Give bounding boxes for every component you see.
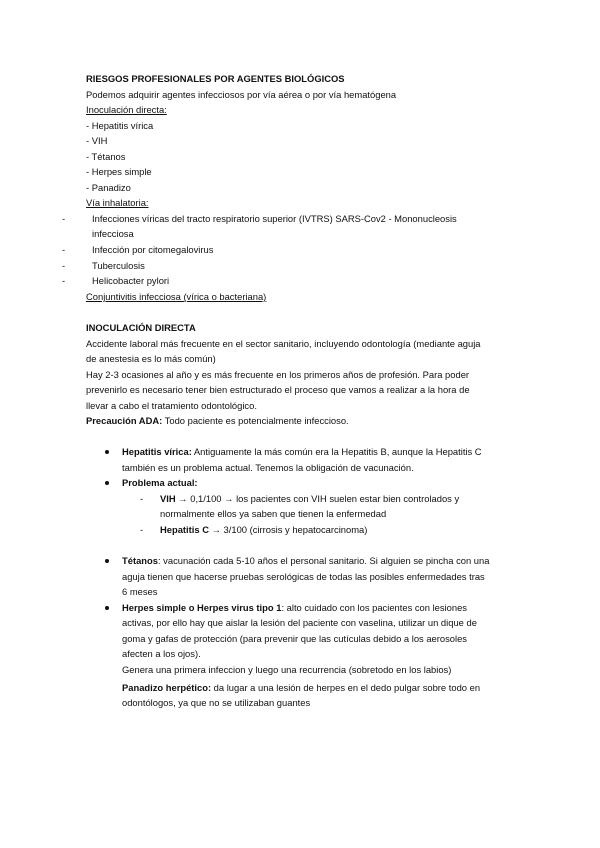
dash-marker: - (62, 275, 66, 286)
hepc-text: → 3/100 (cirrosis y hepatocarcinoma) (208, 524, 368, 535)
precaucion-text: Todo paciente es potencialmente infeccioso. (162, 415, 349, 426)
tetanos-text: : vacunación cada 5-10 años el personal sanitario. Si alguien se pincha con una (157, 555, 490, 566)
section-heading: INOCULACIÓN DIRECTA (86, 322, 196, 333)
bullet-icon (105, 606, 109, 610)
herpes-line (122, 602, 467, 614)
tetanos-line-3: 6 meses (122, 586, 158, 597)
dash-marker: - (140, 493, 144, 504)
tetanos-label: Tétanos (122, 555, 158, 566)
herpes-label: Herpes simple o Herpes virus tipo 1 (122, 602, 282, 613)
herpes-line-2: activas, por ello hay que aislar la lesión del paciente con vaselina, utilizar un dique de (122, 617, 477, 628)
hepatitis-label: Hepatitis vírica: (122, 446, 192, 457)
vih-line (160, 493, 459, 505)
vih-line-2: normalmente ellos ya saben que tienen la enfermedad (160, 508, 387, 519)
list-item-continuation: infecciosa (92, 228, 134, 239)
hepatitis-line (122, 446, 482, 458)
paragraph-line: prevenirlo es necesario tener bien estructurado el proceso que vamos a realizar a la hora de (86, 384, 470, 395)
vih-text: → 0,1/100 → los pacientes con VIH suelen estar bien controlados y (175, 493, 460, 504)
precaucion-label: Precaución ADA: (86, 415, 163, 426)
conjuntivitis-heading: Conjuntivitis infecciosa (vírica o bacteriana) (86, 291, 267, 302)
hepatitis-line-2: también es un problema actual. Tenemos la obligación de vacunación. (122, 462, 414, 473)
inoculacion-heading: Inoculación directa: (86, 104, 167, 115)
list-item: - Herpes simple (86, 166, 152, 177)
list-item: - Panadizo (86, 182, 131, 193)
paragraph-line: de anestesia es lo más común) (86, 353, 216, 364)
list-item: - Tétanos (86, 151, 126, 162)
panadizo-text: da lugar a una lesión de herpes en el dedo pulgar sobre todo en (211, 682, 481, 693)
tetanos-line-2: aguja tienen que hacerse pruebas serológicas de todas las posibles enfermedades tras (122, 571, 485, 582)
list-item: Helicobacter pylori (92, 275, 170, 286)
panadizo-label: Panadizo herpético: (122, 682, 212, 693)
herpes-line-4: afecten a los ojos). (122, 648, 201, 659)
problema-label: Problema actual: (122, 477, 198, 488)
dash-marker: - (62, 260, 66, 271)
intro-text: Podemos adquirir agentes infecciosos por vía aérea o por vía hematógena (86, 89, 397, 100)
herpes-text: : alto cuidado con los pacientes con lesiones (281, 602, 467, 613)
tetanos-line (122, 555, 489, 567)
hepc-line (160, 524, 367, 536)
bullet-icon (105, 481, 109, 485)
list-item: - Hepatitis vírica (86, 120, 154, 131)
paragraph-line: Accidente laboral más frecuente en el sector sanitario, incluyendo odontología (mediante aguja (86, 338, 481, 349)
list-item: - VIH (86, 135, 108, 146)
list-item: Infección por citomegalovirus (92, 244, 214, 255)
herpes-line-3: goma y gafas de protección (para prevenir que las cutículas debido a los aerosoles (122, 633, 467, 644)
inhalatoria-heading: Vía inhalatoria: (86, 197, 149, 208)
dash-marker: - (140, 524, 144, 535)
hepc-label: Hepatitis C (160, 524, 209, 535)
precaucion-line (86, 415, 349, 427)
paragraph-line: llevar a cabo el tratamiento odontológico. (86, 400, 257, 411)
panadizo-line (122, 682, 480, 694)
vih-label: VIH (160, 493, 176, 504)
panadizo-line-2: odontólogos, ya que no se utilizaban guantes (122, 697, 311, 708)
hepatitis-text: Antiguamente la más común era la Hepatitis B, aunque la Hepatitis C (191, 446, 482, 457)
list-item: Tuberculosis (92, 260, 145, 271)
dash-marker: - (62, 244, 66, 255)
paragraph-line: Hay 2-3 ocasiones al año y es más frecuente en los primeros años de profesión. Para poder (86, 369, 470, 380)
bullet-icon (105, 450, 109, 454)
list-item: Infecciones víricas del tracto respiratorio superior (IVTRS) SARS-Cov2 - Mononucleosis (92, 213, 457, 224)
herpes-line-5: Genera una primera infeccion y luego una recurrencia (sobretodo en los labios) (122, 664, 452, 675)
bullet-icon (105, 559, 109, 563)
page-title: RIESGOS PROFESIONALES POR AGENTES BIOLÓGICOS (86, 73, 345, 84)
dash-marker: - (62, 213, 66, 224)
